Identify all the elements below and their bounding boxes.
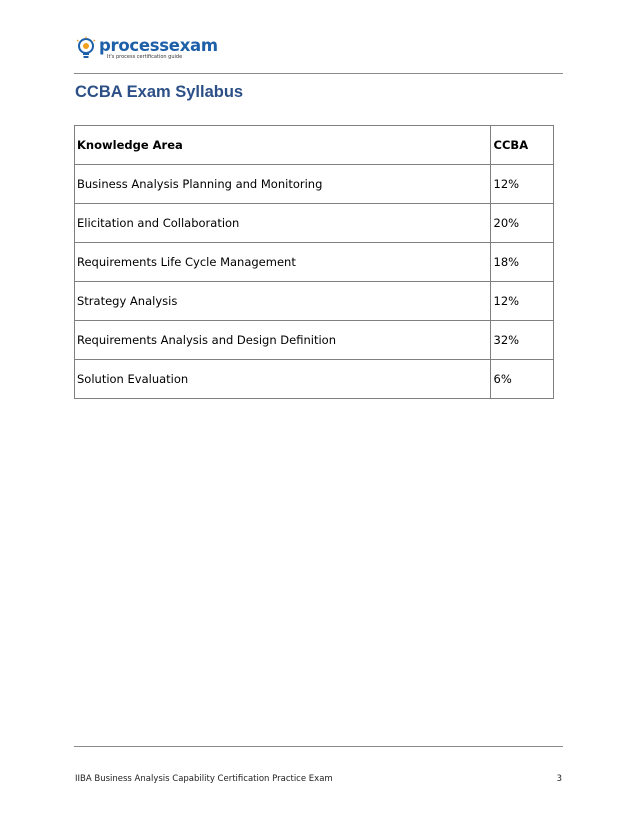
knowledge-area-cell: Strategy Analysis [75, 282, 491, 321]
knowledge-area-cell: Requirements Analysis and Design Definition [75, 321, 491, 360]
table-row [75, 360, 554, 399]
lightbulb-icon [75, 36, 97, 62]
page-title: CCBA Exam Syllabus [75, 83, 244, 101]
table-row [75, 243, 554, 282]
logo-name: processexam [99, 35, 218, 55]
page-number: 3 [556, 774, 562, 784]
knowledge-area-cell: Requirements Life Cycle Management [75, 243, 491, 282]
knowledge-area-cell: Business Analysis Planning and Monitoring [75, 165, 491, 204]
syllabus-table [74, 125, 554, 399]
logo-tagline: It's process certification guide [107, 54, 183, 61]
weight-cell: 18% [490, 243, 553, 282]
table-row [75, 204, 554, 243]
header-divider [74, 73, 563, 74]
footer-text: IIBA Business Analysis Capability Certification Practice Exam [75, 774, 333, 784]
footer-divider [74, 746, 563, 747]
weight-cell: 12% [490, 282, 553, 321]
weight-cell: 6% [490, 360, 553, 399]
header-ccba: CCBA [490, 126, 553, 165]
table-header-row [75, 126, 554, 165]
table-row [75, 321, 554, 360]
table-row [75, 282, 554, 321]
weight-cell: 32% [490, 321, 553, 360]
knowledge-area-cell: Solution Evaluation [75, 360, 491, 399]
knowledge-area-cell: Elicitation and Collaboration [75, 204, 491, 243]
table-row [75, 165, 554, 204]
header-knowledge-area: Knowledge Area [75, 126, 491, 165]
weight-cell: 20% [490, 204, 553, 243]
weight-cell: 12% [490, 165, 553, 204]
processexam-logo [75, 36, 218, 62]
